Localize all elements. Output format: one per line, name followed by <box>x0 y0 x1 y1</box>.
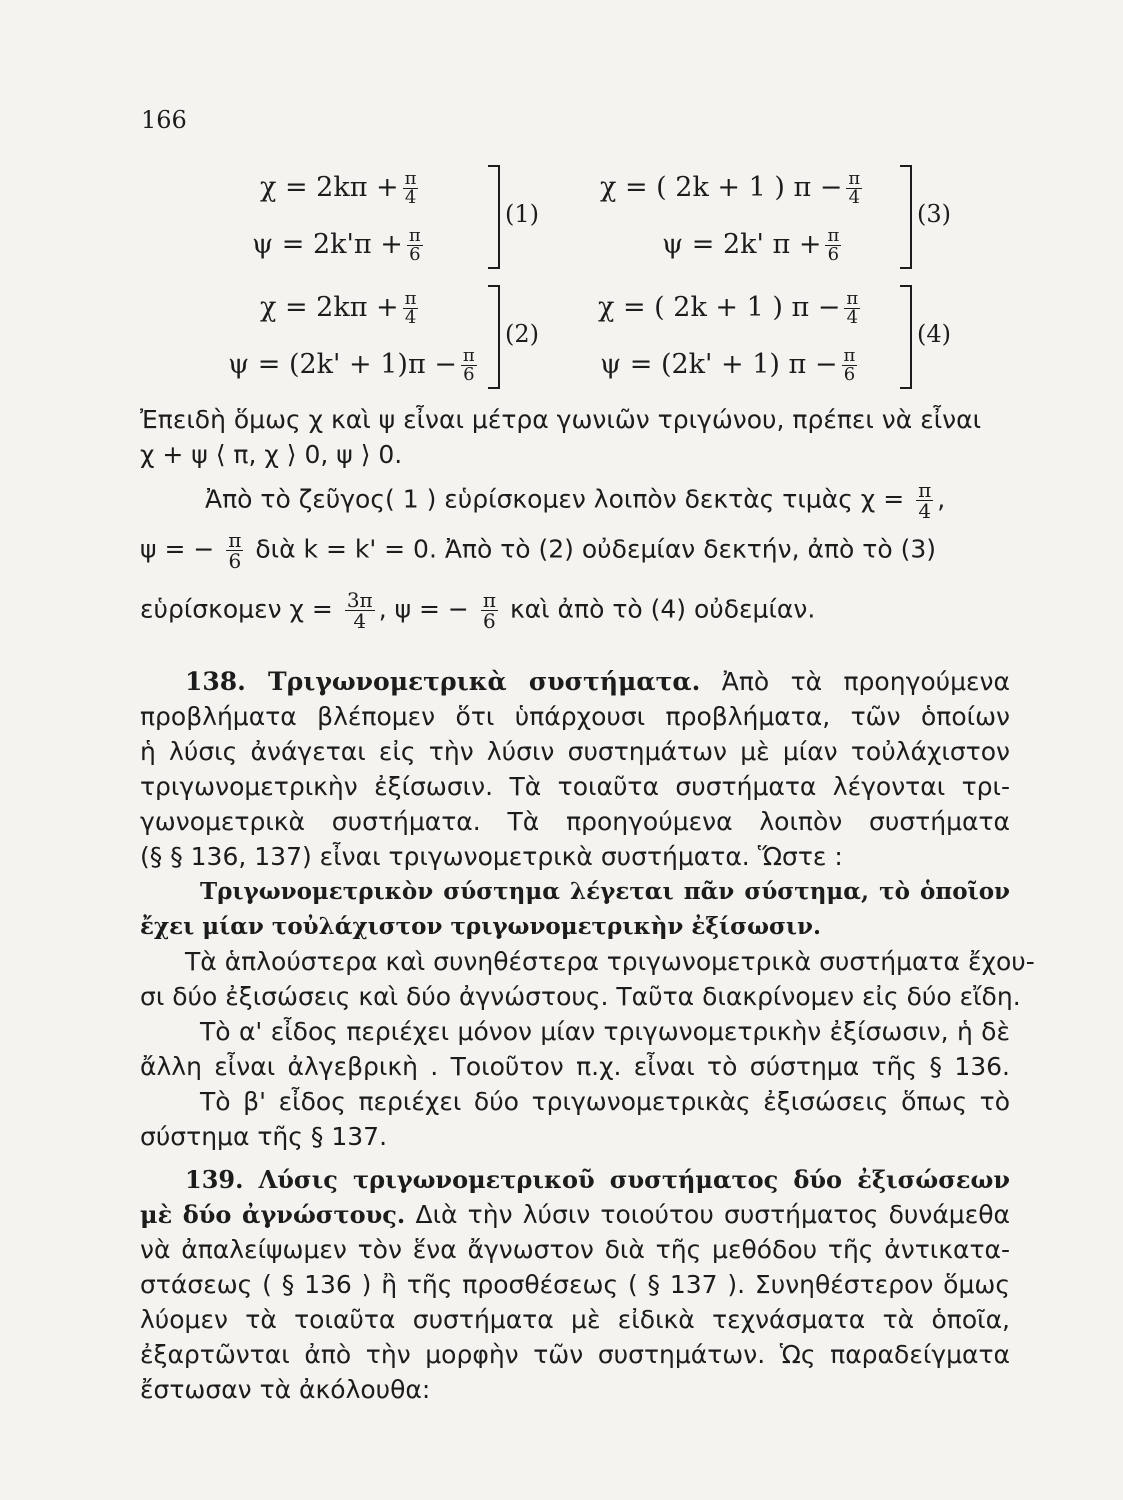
denominator: 6 <box>827 244 840 265</box>
text-line: στάσεως ( § 136 ) ἢ τῆς προσθέσεως ( § 137 ). Συνηθέστερον ὅμως <box>140 1270 1010 1299</box>
numerator: π <box>848 168 861 189</box>
section-139-first-line <box>140 1200 1010 1230</box>
section-138-first-line <box>185 667 1010 697</box>
denominator: 4 <box>848 187 861 208</box>
fraction <box>825 227 841 264</box>
numerator: π <box>482 588 496 612</box>
denominator: 6 <box>463 364 475 385</box>
system-4-x-equation <box>598 290 864 327</box>
text-line: σι δύο ἐξισώσεις καὶ δύο ἀγνώστους. Ταῦτα διακρίνομεν εἰς δύο εἴδη. <box>140 982 1021 1011</box>
denominator: 4 <box>353 609 367 633</box>
text-span: Διὰ τὴν λύσιν τοιούτου συστήματος δυνάμεθα <box>415 1200 1010 1229</box>
text-span: Ἀπὸ τὰ προηγούμενα <box>721 667 1010 696</box>
numerator: 3π <box>346 588 373 612</box>
system-3-label: (3) <box>917 200 951 228</box>
fraction <box>481 590 498 631</box>
text-line: Τὰ ἁπλούστερα καὶ συνηθέστερα τριγωνομετρικὰ συστήματα ἔχου- <box>185 947 1035 976</box>
definition-line: Τριγωνομετρικὸν σύστημα λέγεται πᾶν σύστημα, τὸ ὁποῖον <box>200 878 1010 905</box>
system-1-y-equation <box>252 227 427 264</box>
numerator: π <box>846 288 859 309</box>
fraction <box>846 170 862 207</box>
system-2-y-equation <box>228 347 481 384</box>
system-4-y-equation <box>600 347 861 384</box>
fraction <box>844 290 860 327</box>
system-2-label: (2) <box>505 320 539 348</box>
section-139-heading-cont: μὲ δύο ἀγνώστους. <box>140 1200 406 1229</box>
numerator: π <box>462 345 475 366</box>
fraction <box>407 227 423 264</box>
system-3-y-equation <box>662 227 845 264</box>
denominator: 6 <box>483 609 496 633</box>
equation-text: χ = 2kπ + <box>260 292 399 323</box>
numerator: π <box>404 288 417 309</box>
text-line: Τὸ α' εἶδος περιέχει μόνον μίαν τριγωνομετρικὴν ἐξίσωσιν, ἡ δὲ <box>200 1017 1010 1046</box>
equation-text: ψ = (2k' + 1)π − <box>228 349 457 380</box>
equation-text: χ = ( 2k + 1 ) π − <box>598 292 841 323</box>
text-line: προβλήματα βλέπομεν ὅτι ὑπάρχουσι προβλήματα, τῶν ὁποίων <box>140 702 1010 731</box>
text-line: (§ § 136, 137) εἶναι τριγωνομετρικὰ συστήματα. Ὥστε : <box>140 842 843 871</box>
numerator: π <box>918 478 932 502</box>
text-line: ἔστωσαν τὰ ἀκόλουθα: <box>140 1375 431 1404</box>
fraction <box>916 480 933 521</box>
fraction <box>461 347 477 384</box>
system-2-brace <box>488 285 500 389</box>
section-138-heading: 138. Τριγωνομετρικὰ συστήματα. <box>185 667 701 696</box>
system-3-x-equation <box>600 170 866 207</box>
system-1-label: (1) <box>505 200 539 228</box>
system-1-x-equation <box>260 170 422 207</box>
system-1-brace <box>488 165 500 269</box>
text-line: λύομεν τὰ τοιαῦτα συστήματα μὲ εἰδικὰ τεχνάσματα τὰ ὁποῖα, <box>140 1305 1010 1334</box>
text-line: Ἀπὸ τὸ ζεῦγος( 1 ) εὑρίσκομεν λοιπὸν δεκτὰς τιμὰς χ = $\frac{\pi}{4}$ , <box>205 478 946 523</box>
fraction <box>403 170 419 207</box>
text-span: καὶ ἀπὸ τὸ (4) οὐδεμίαν. <box>509 594 816 624</box>
fraction <box>345 590 375 631</box>
text-line: ἡ λύσις ἀνάγεται εἰς τὴν λύσιν συστημάτων μὲ μίαν τοὐλάχιστον <box>140 737 1010 766</box>
numerator: π <box>228 528 242 552</box>
text-line <box>140 530 1010 571</box>
denominator: 4 <box>404 187 417 208</box>
system-3-brace <box>900 165 912 269</box>
equation-text: ψ = 2k'π + <box>252 229 403 260</box>
text-line: νὰ ἀπαλείψωμεν τὸν ἕνα ἄγνωστον διὰ τῆς μεθόδου τῆς ἀντικατα- <box>140 1235 1010 1264</box>
text-line: Τὸ β' εἶδος περιέχει δύο τριγωνομετρικὰς ἐξισώσεις ὅπως τὸ <box>200 1087 1010 1116</box>
fraction <box>226 530 243 571</box>
definition-line: ἔχει μίαν τοὐλάχιστον τριγωνομετρικὴν ἐξίσωσιν. <box>140 913 822 940</box>
text-line <box>140 590 1010 631</box>
numerator: π <box>404 168 417 189</box>
denominator: 6 <box>409 244 421 265</box>
numerator: π <box>827 225 840 246</box>
text-line: χ + ψ ⟨ π, χ ⟩ 0, ψ ⟩ 0. <box>140 440 403 469</box>
denominator: 6 <box>228 549 242 573</box>
denominator: 6 <box>843 364 856 385</box>
text-span: εὑρίσκομεν χ = <box>140 594 333 624</box>
numerator: π <box>408 225 421 246</box>
text-span: ψ = − <box>140 534 215 564</box>
text-line: ἄλλη εἶναι ἀλγεβρικὴ . Τοιοῦτον π.χ. εἶναι τὸ σύστημα τῆς § 136. <box>140 1052 1010 1081</box>
page-number: 166 <box>141 106 187 134</box>
numerator: π <box>843 345 856 366</box>
denominator: 4 <box>918 499 932 523</box>
text-line: γωνομετρικὰ συστήματα. Τὰ προηγούμενα λοιπὸν συστήματα <box>140 807 1010 836</box>
text-line: ἐξαρτῶνται ἀπὸ τὴν μορφὴν τῶν συστημάτων. Ὡς παραδείγματα <box>140 1340 1010 1369</box>
text-span: , ψ = − <box>378 594 469 624</box>
text-line: Ἐπειδὴ ὅμως χ καὶ ψ εἶναι μέτρα γωνιῶν τριγώνου, πρέπει νὰ εἶναι <box>140 405 982 434</box>
section-139-heading: 139. Λύσις τριγωνομετρικοῦ συστήματος δύο ἐξισώσεων <box>185 1165 1010 1194</box>
text-line: σύστημα τῆς § 137. <box>140 1122 388 1151</box>
system-2-x-equation <box>260 290 422 327</box>
fraction <box>842 347 858 384</box>
equation-text: χ = ( 2k + 1 ) π − <box>600 172 843 203</box>
text-span: διὰ k = k' = 0. Ἀπὸ τὸ (2) οὐδεμίαν δεκτήν, ἀπὸ τὸ (3) <box>255 534 936 564</box>
equation-text: ψ = 2k' π + <box>662 229 822 260</box>
system-4-label: (4) <box>917 320 951 348</box>
fraction <box>403 290 419 327</box>
denominator: 4 <box>404 307 417 328</box>
equation-text: ψ = (2k' + 1) π − <box>600 349 838 380</box>
system-4-brace <box>900 285 912 389</box>
denominator: 4 <box>846 307 859 328</box>
equation-text: χ = 2kπ + <box>260 172 399 203</box>
text-span: Ἀπὸ τὸ ζεῦγος( 1 ) εὑρίσκομεν λοιπὸν δεκτὰς τιμὰς χ = <box>205 484 905 514</box>
text-line: τριγωνομετρικὴν ἐξίσωσιν. Τὰ τοιαῦτα συστήματα λέγονται τρι- <box>140 772 1010 801</box>
